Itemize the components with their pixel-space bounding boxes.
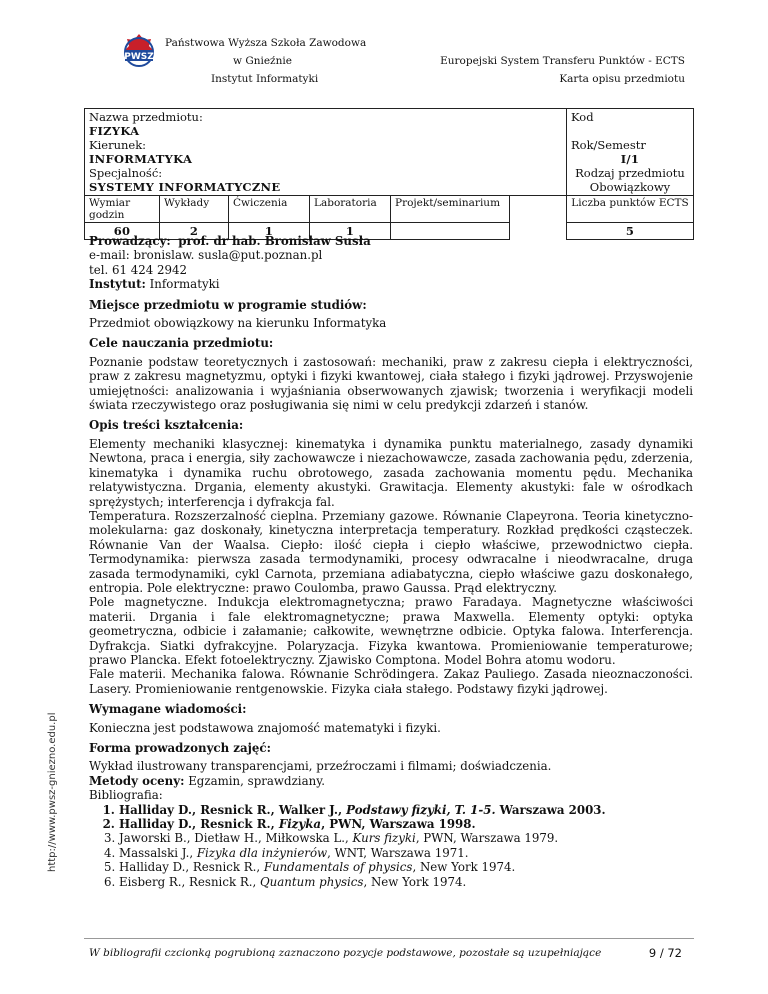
direction-label: Kierunek: xyxy=(89,138,147,152)
content-paragraph-1: Elementy mechaniki klasycznej: kinematyka i dynamika punktu materialnego, zasady dynamiki Newtona, praca i energia, siły zachowawcze i niezachowawcze, zasada zachowania pędu, zderzenia, kinematyka i dynamika ruchu obrotowego, zasada zachowania momentu pędu. Mechanika relatywistyczna. Drgania, elementy akustyki. Grawitacja. Elementy akustyki: fale w ośrodkach sprężystych; interferencja i dyfrakcja fal. xyxy=(89,436,693,509)
institute-value: Informatyki xyxy=(149,277,220,292)
requirements-title: Wymagane wiadomości: xyxy=(89,702,247,717)
year-value: I/1 xyxy=(620,152,640,166)
side-url[interactable]: http://www.pwsz-gniezno.edu.pl xyxy=(47,712,58,872)
lectures-value: 2 xyxy=(160,223,229,240)
bibliography-item: 1. Halliday D., Resnick R., Walker J., Podstawy fizyki, T. 1-5. Warszawa 2003. xyxy=(119,803,693,817)
hours-value: 60 xyxy=(85,223,160,240)
page-number: 9 / 72 xyxy=(648,946,682,960)
type-label: Rodzaj przedmiotu xyxy=(575,166,685,180)
lectures-label: Wykłady xyxy=(160,196,229,223)
direction-value: INFORMATYKA xyxy=(89,152,193,166)
bibliography-list xyxy=(89,803,693,889)
form-text: Wykład ilustrowany transparencjami, przeźroczami i filmami; doświadczenia. xyxy=(89,759,552,774)
teacher-email[interactable]: e-mail: bronislaw. susla@put.poznan.pl xyxy=(89,248,323,263)
content-paragraph-2: Temperatura. Rozszerzalność cieplna. Przemiany gazowe. Równanie Clapeyrona. Teoria kinetyczno-molekularna: gaz doskonały, kinetyczna interpretacja temperatury. Rozkład prędkości cząsteczek. Równanie Van der Waalsa. Ciepło: ilość ciepła i ciepło właściwe, przewodnictwo ciepła. Termodynamika: pierwsza zasada termodynamiki, procesy odwracalne i nieodwracalne, druga zasada termodynamiki, cykl Carnota, przemiana adiabatyczna, ciepło właściwe gazu doskonałego, entropia. Pole elektryczne: prawo Coulomba, prawo Gaussa. Prąd elektryczny. xyxy=(89,508,693,595)
labs-value: 1 xyxy=(310,223,391,240)
project-label: Projekt/seminarium xyxy=(391,196,510,223)
form-title: Forma prowadzonych zajęć: xyxy=(89,741,271,755)
bibliography-item: 6. Eisberg R., Resnick R., Quantum physics, New York 1974. xyxy=(119,875,693,889)
type-value: Obowiązkowy xyxy=(589,180,671,194)
ects-label: Liczba punktów ECTS xyxy=(567,196,694,223)
ects-system: Europejski System Transferu Punktów - ECTS xyxy=(440,55,685,67)
bibliography-item: 2. Halliday D., Resnick R., Fizyka, PWN, Warszawa 1998. xyxy=(119,817,693,831)
exercises-value: 1 xyxy=(229,223,310,240)
bibliography-item: 3. Jaworski B., Dietław H., Miłkowska L., Kurs fizyki, PWN, Warszawa 1979. xyxy=(119,831,693,845)
course-info-table xyxy=(84,108,694,240)
course-description xyxy=(89,234,693,889)
teacher-phone: tel. 61 424 2942 xyxy=(89,262,188,277)
ects-value: 5 xyxy=(567,223,694,240)
content-paragraph-3: Pole magnetyczne. Indukcja elektromagnetyczna; prawo Faradaya. Magnetyczne właściwości materii. Drgania i fale elektromagnetyczne; prawa Maxwella. Elementy optyki: optyka geometryczna, odbicie i załamanie; całkowite, wewnętrzne odbicie. Optyka falowa. Interferencja. Dyfrakcja. Siatki dyfrakcyjne. Polaryzacja. Fizyka kwantowa. Promieniowanie temperaturowe; prawo Plancka. Efekt fotoelektryczny. Zjawisko Comptona. Model Bohra atomu wodoru. xyxy=(89,595,693,667)
institute-name: Instytut Informatyki xyxy=(211,73,319,85)
requirements-text: Konieczna jest podstawowa znajomość matematyki i fizyki. xyxy=(89,720,441,735)
pwsz-logo-icon xyxy=(118,31,160,71)
teacher-name: prof. dr hab. Bronisław Susła xyxy=(178,234,371,248)
hours-label: Wymiar godzin xyxy=(85,196,160,223)
content-title: Opis treści kształcenia: xyxy=(89,418,244,433)
grading-label: Metody oceny: xyxy=(89,773,185,788)
spec-label: Specjalność: xyxy=(89,166,163,180)
content-paragraph-4: Fale materii. Mechanika falowa. Równanie Schrödingera. Zakaz Pauliego. Zasada nieoznaczoności. Lasery. Promieniowanie rentgenowskie. Fizyka ciała stałego. Podstawy fizyki jądrowej. xyxy=(89,667,693,696)
institute-label: Instytut: xyxy=(89,277,146,292)
footer-note: W bibliografii czcionką pogrubioną zaznaczono pozycje podstawowe, pozostałe są uzupełniające xyxy=(89,947,602,959)
logo-text: PWSZ xyxy=(124,52,154,62)
bibliography-label: Bibliografia: xyxy=(89,788,163,803)
bibliography-item: 5. Halliday D., Resnick R., Fundamentals of physics, New York 1974. xyxy=(119,860,693,874)
teacher-label: Prowadzący: xyxy=(89,234,171,248)
goals-title: Cele nauczania przedmiotu: xyxy=(89,336,274,351)
exercises-label: Ćwiczenia xyxy=(229,196,310,223)
school-name: Państwowa Wyższa Szkoła Zawodowa xyxy=(165,37,367,49)
grading-value: Egzamin, sprawdziany. xyxy=(188,773,326,788)
bibliography-item: 4. Massalski J., Fizyka dla inżynierów, WNT, Warszawa 1971. xyxy=(119,846,693,860)
code-label: Kod xyxy=(571,110,594,124)
spec-value: SYSTEMY INFORMATYCZNE xyxy=(89,180,281,194)
place-text: Przedmiot obowiązkowy na kierunku Informatyka xyxy=(89,316,387,331)
footer-divider xyxy=(84,938,694,939)
place-title: Miejsce przedmiotu w programie studiów: xyxy=(89,297,367,312)
subject-value: FIZYKA xyxy=(89,124,140,138)
labs-label: Laboratoria xyxy=(310,196,391,223)
card-title: Karta opisu przedmiotu xyxy=(559,73,685,85)
school-city: w Gnieźnie xyxy=(233,55,292,67)
goals-text: Poznanie podstaw teoretycznych i zastosowań: mechaniki, praw z zakresu ciepła i elektryczności, praw z zakresu magnetyzmu, optyki i fizyki kwantowej, ciała stałego i fizyki jądrowej. Przyswojenie umiejętności: analizowania i wyjaśniania obserwowanych zjawisk; tworzenia i weryfikacji modeli świata rzeczywistego oraz posługiwania się nimi w celu predykcji zdarzeń i stanów. xyxy=(89,354,693,413)
year-label: Rok/Semestr xyxy=(571,138,646,152)
side-url-wrapper xyxy=(47,712,61,883)
subject-label: Nazwa przedmiotu: xyxy=(89,110,203,124)
